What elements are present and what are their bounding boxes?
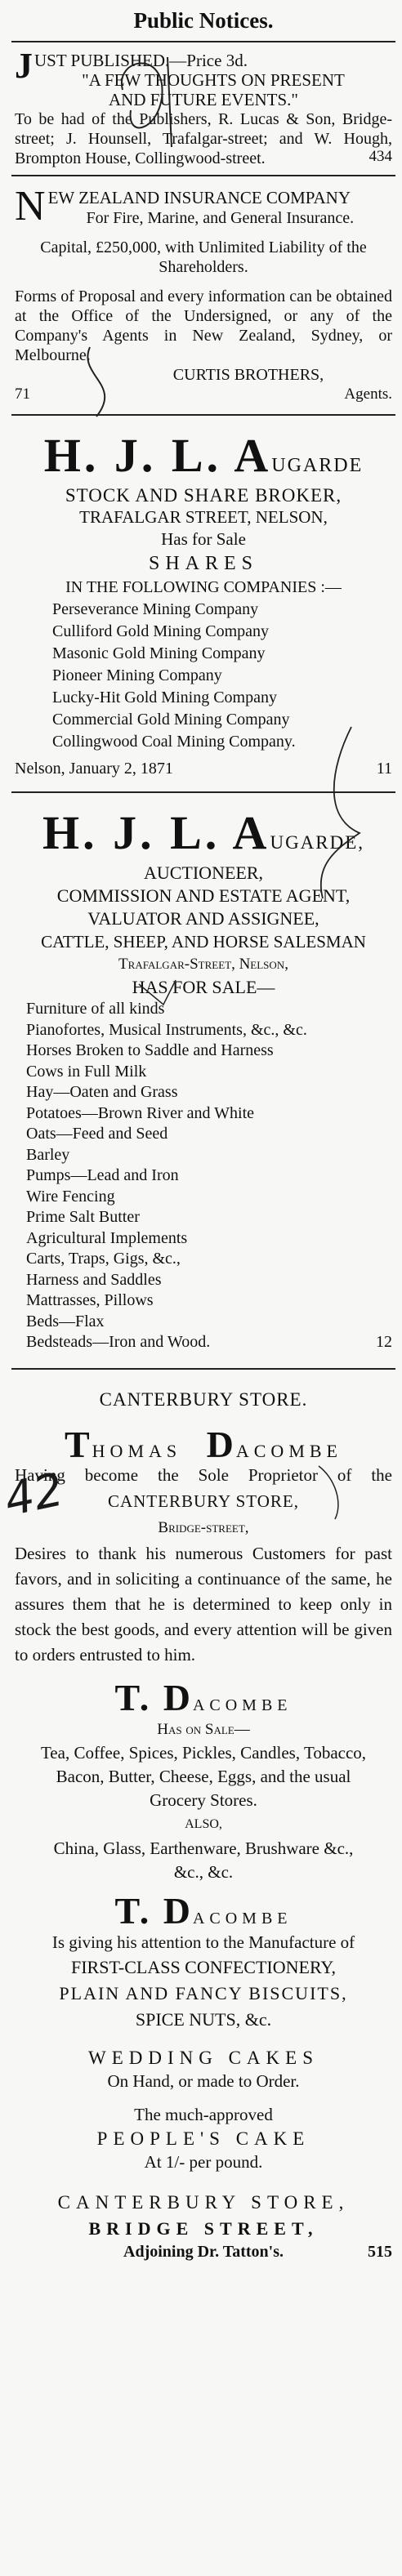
list-item: Agricultural Implements (26, 1228, 188, 1247)
address: TRAFALGAR STREET, NELSON, (79, 507, 328, 527)
confectionery-3: SPICE NUTS, &c. (135, 2008, 272, 2030)
list-item: Collingwood Coal Mining Company. (52, 733, 296, 751)
company-subtitle: For Fire, Marine, and General Insurance. (86, 209, 355, 227)
profession-3: VALUATOR AND ASSIGNEE, (87, 908, 319, 929)
list-item: Pianofortes, Musical Instruments, &c., &c. (26, 1020, 307, 1039)
on-sale: Has on Sale— (157, 1720, 250, 1738)
companies-heading: IN THE FOLLOWING COMPANIES :— (65, 578, 342, 596)
book-title-line2: AND FUTURE EVENTS." (109, 90, 298, 109)
name-large: H. J. L. A (43, 429, 272, 482)
list-item: Pumps—Lead and Iron (26, 1166, 179, 1184)
list-item: Wire Fencing (26, 1187, 115, 1206)
ad-headline: UST PUBLISHED.—Price 3d. (34, 51, 248, 70)
peoples-cake: PEOPLE'S CAKE (96, 2128, 310, 2149)
ad-ref: 11 (376, 760, 392, 778)
ad-augarde-auctioneer (15, 793, 392, 1368)
drop-cap: N (15, 183, 46, 230)
name-rest: ACOMBE (235, 1440, 342, 1461)
list-item: Harness and Saddles (26, 1270, 162, 1289)
ad-nz-insurance (15, 176, 392, 414)
handwritten-number: 42 (0, 1463, 69, 1527)
name-cap: T (64, 1423, 92, 1465)
footer-store: CANTERBURY STORE, (57, 2191, 350, 2213)
list-item: Hay—Oaten and Grass (26, 1083, 178, 1101)
store-name: CANTERBURY STORE, (107, 1491, 300, 1511)
ad-just-published (15, 42, 392, 175)
goods: Tea, Coffee, Spices, Pickles, Candles, Tobacco, Bacon, Butter, Cheese, Eggs, and the usual Grocery Stores. (40, 1742, 367, 1810)
name-rest: HOMAS (92, 1440, 182, 1461)
capital: Capital, £250,000, with Unlimited Liability of the Shareholders. (40, 238, 367, 276)
date: Nelson, January 2, 1871 (15, 760, 173, 778)
on-hand: On Hand, or made to Order. (107, 2070, 300, 2091)
signer-role: Agents. (344, 386, 392, 403)
list-item: Beds—Flax (26, 1312, 105, 1330)
companies-list (15, 599, 392, 753)
confectionery-1: FIRST-CLASS CONFECTIONERY, (71, 1956, 336, 1977)
list-item: Culliford Gold Mining Company (52, 622, 269, 640)
ad-augarde-broker (15, 416, 392, 791)
list-item: Oats—Feed and Seed (26, 1125, 168, 1143)
has-for-sale: HAS FOR SALE— (132, 977, 275, 997)
profession: STOCK AND SHARE BROKER, (65, 485, 342, 506)
name-cap: D (206, 1423, 236, 1465)
list-item: Furniture of all kinds (26, 1000, 165, 1018)
name-rest: ACOMBE (192, 1909, 293, 1928)
intro: Having become the Sole Proprietor of the (15, 1464, 392, 1485)
list-item: Mattrasses, Pillows (26, 1291, 154, 1309)
profession-1: AUCTIONEER, (143, 862, 264, 883)
name-large: H. J. L. A (42, 806, 270, 859)
ad-body: To be had of the Publishers, R. Lucas & Son, Bridge-street; J. Hounsell, Trafalgar-street; and W. Hough, Brompton House, Collingwood-street. (15, 110, 392, 167)
ad-ref: 12 (376, 1333, 392, 1351)
address: Trafalgar-Street, Nelson, (118, 956, 288, 973)
also-items: China, Glass, Earthenware, Brushware &c., &c., &c. (53, 1838, 354, 1882)
list-item: Potatoes—Brown River and White (26, 1103, 255, 1122)
ad-body: Desires to thank his numerous Customers for past favors, and in soliciting a continuance of the same, he assures them that he is determined to keep only in stock the best goods, and every attention will be given to orders entrusted to him. (15, 1543, 392, 1665)
list-item: Barley (26, 1145, 70, 1164)
street: Bridge-street, (158, 1518, 249, 1536)
much-approved: The much-approved (134, 2104, 273, 2124)
price: At 1/- per pound. (144, 2151, 263, 2172)
list-item: Prime Salt Butter (26, 1208, 140, 1226)
ad-ref: 71 (15, 386, 30, 403)
name-cap: T. D (114, 1676, 193, 1718)
ad-canterbury-store (15, 1370, 392, 2262)
page-title: Public Notices. (133, 8, 274, 33)
footer-adjoining: Adjoining Dr. Tatton's. (123, 2242, 284, 2261)
also: ALSO, (185, 1816, 222, 1831)
list-item: Bedsteads—Iron and Wood. (26, 1333, 211, 1351)
store-title: CANTERBURY STORE. (99, 1388, 308, 1410)
name-cap: T. D (114, 1889, 193, 1932)
name-rest: UGARDE, (270, 832, 365, 853)
profession-2: COMMISSION AND ESTATE AGENT, (56, 885, 351, 906)
signer: CURTIS BROTHERS, (172, 366, 324, 384)
list-item: Pioneer Mining Company (52, 666, 222, 684)
wedding-cakes: WEDDING CAKES (87, 2047, 319, 2068)
name-rest: UGARDE (271, 455, 364, 476)
confectionery-2: PLAIN AND FANCY BISCUITS, (59, 1982, 348, 2003)
drop-cap: J (15, 46, 33, 86)
ad-body: Forms of Proposal and every information can be obtained at the Office of the Undersigned, or any of the Company's Agents in New Zealand, Sydney, or Melbourne. (15, 287, 392, 364)
company-name: EW ZEALAND INSURANCE COMPANY (47, 188, 351, 207)
list-item: Carts, Traps, Gigs, &c., (26, 1250, 181, 1268)
giving: Is giving his attention to the Manufacture of (51, 1932, 355, 1952)
list-item: Commercial Gold Mining Company (52, 711, 290, 729)
ad-ref: 515 (368, 2242, 392, 2261)
newspaper-column (15, 0, 392, 2262)
footer-street: BRIDGE STREET, (88, 2217, 319, 2239)
items-list (15, 999, 392, 1353)
shares-heading: SHARES (148, 553, 259, 574)
has-for-sale: Has for Sale (161, 529, 246, 549)
list-item: Masonic Gold Mining Company (52, 644, 266, 662)
name-rest: ACOMBE (192, 1696, 293, 1714)
profession-4: CATTLE, SHEEP, AND HORSE SALESMAN (41, 932, 366, 952)
list-item: Cows in Full Milk (26, 1062, 147, 1081)
ad-ref: 434 (368, 148, 392, 165)
list-item: Lucky-Hit Gold Mining Company (52, 689, 277, 706)
book-title-line1: "A FEW THOUGHTS ON PRESENT (82, 70, 345, 90)
list-item: Perseverance Mining Company (52, 600, 259, 618)
list-item: Horses Broken to Saddle and Harness (26, 1041, 274, 1059)
